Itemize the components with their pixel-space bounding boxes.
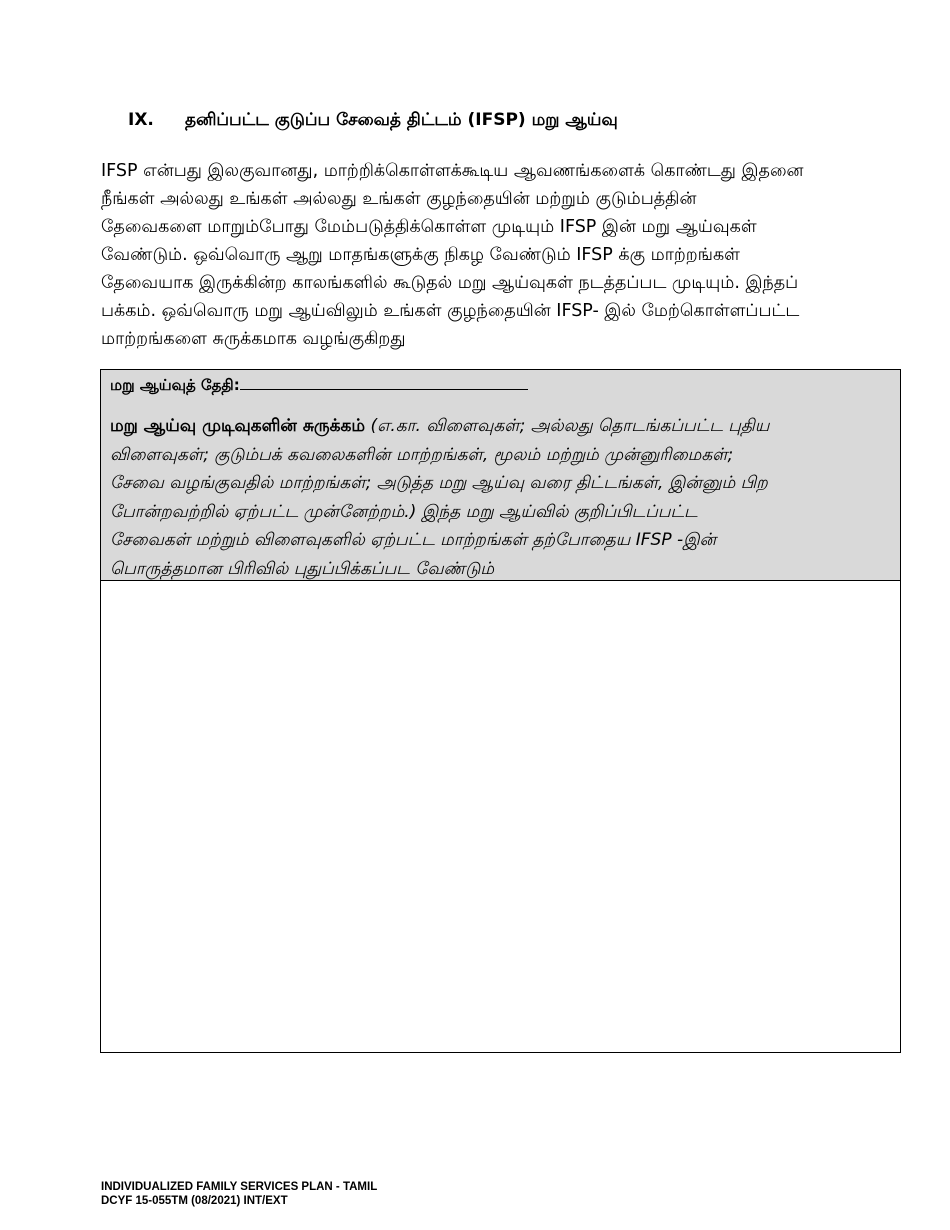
summary-line: பொருத்தமான பிரிவில் புதுப்பிக்கப்பட வேண்டும் (110, 558, 495, 579)
summary-line (110, 412, 891, 441)
section-number: IX. (128, 110, 154, 130)
summary-title: மறு ஆய்வு முடிவுகளின் சுருக்கம் (110, 416, 366, 436)
review-form (100, 369, 901, 1053)
intro-paragraph (101, 157, 911, 353)
intro-line: பக்கம். ஒவ்வொரு மறு ஆய்விலும் உங்கள் குழந்தையின் IFSP- இல் மேற்கொள்ளப்பட்ட (101, 301, 800, 321)
page-footer (101, 1180, 377, 1208)
intro-line: தேவைகளை மாறும்போது மேம்படுத்திக்கொள்ள முடியும் IFSP இன் மறு ஆய்வுகள் (101, 217, 757, 237)
summary-text: (எ.கா. விளைவுகள்; அல்லது தொடங்கப்பட்ட புதிய (365, 416, 770, 436)
review-form-header (101, 370, 900, 581)
intro-line: IFSP என்பது இலகுவானது, மாற்றிக்கொள்ளக்கூடிய ஆவணங்களைக் கொண்டது இதனை (101, 161, 804, 181)
section-heading (128, 110, 618, 132)
summary-line: சேவை வழங்குவதில் மாற்றங்கள்; அடுத்த மறு ஆய்வு வரை திட்டங்கள், இன்னும் பிற (110, 473, 768, 493)
footer-form-number: DCYF 15-055TM (08/2021) INT/EXT (101, 1195, 288, 1207)
summary-line: விளைவுகள்; குடும்பக் கவலைகளின் மாற்றங்கள், மூலம் மற்றும் முன்னுரிமைகள்; (110, 444, 734, 465)
review-date-row (110, 373, 891, 397)
summary-line: சேவைகள் மற்றும் விளைவுகளில் ஏற்பட்ட மாற்றங்கள் தற்போதைய IFSP -இன் (110, 530, 717, 550)
summary-entry-area[interactable] (101, 581, 900, 1051)
intro-line: மாற்றங்களை சுருக்கமாக வழங்குகிறது (101, 329, 406, 349)
section-title: தனிப்பட்ட குடுப்ப சேவைத் திட்டம் (IFSP) மறு ஆய்வு (185, 110, 618, 130)
review-date-label: மறு ஆய்வுத் தேதி: (110, 376, 240, 394)
summary-line: போன்றவற்றில் ஏற்பட்ட முன்னேற்றம்.) இந்த மறு ஆய்வில் குறிப்பிடப்பட்ட (110, 501, 698, 522)
intro-line: நீங்கள் அல்லது உங்கள் அல்லது உங்கள் குழந்தையின் மற்றும் குடும்பத்தின் (101, 189, 697, 209)
intro-line: தேவையாக இருக்கின்ற காலங்களில் கூடுதல் மறு ஆய்வுகள் நடத்தப்பட முடியும். இந்தப் (101, 273, 799, 293)
intro-line: வேண்டும். ஒவ்வொரு ஆறு மாதங்களுக்கு நிகழ வேண்டும் IFSP க்கு மாற்றங்கள் (101, 245, 740, 265)
footer-form-title: INDIVIDUALIZED FAMILY SERVICES PLAN - TAMIL (101, 1181, 378, 1193)
review-date-field[interactable] (240, 375, 528, 390)
summary-instructions (110, 412, 891, 583)
